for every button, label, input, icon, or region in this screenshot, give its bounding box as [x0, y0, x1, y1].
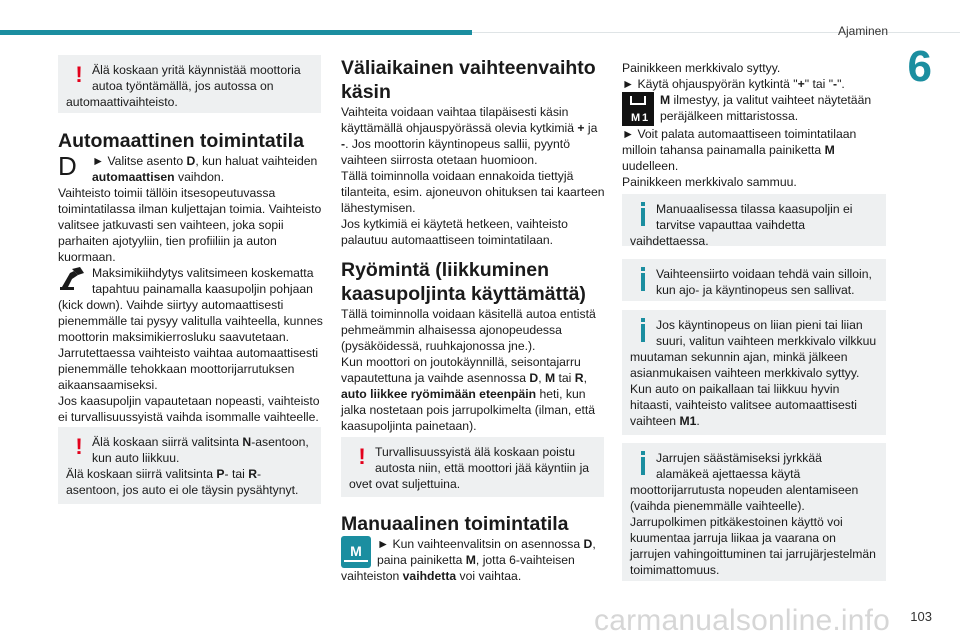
para-creep-detail: Kun moottori on joutokäynnillä, seisontajarru vapautettuna ja vaihde asennossa D, M tai R, auto liikkee ryömimään eteenpäin heti, kun jalka nostetaan pois jarrupolkimelta (ilman, että kaasupoljinta painetaan).: [341, 355, 596, 433]
info-icon: [630, 201, 656, 231]
warning-icon: !: [75, 434, 83, 459]
paddle-instruction: ► Käytä ohjauspyörän kytkintä "+" tai "-".: [622, 77, 845, 91]
creep-text: [341, 306, 605, 434]
display-gear-number: 1: [641, 112, 649, 124]
m-button-icon: [341, 536, 371, 568]
warning-leave-text: Turvallisuussyistä älä koskaan poistu autosta niin, että moottori jää käyntiin ja ovet ovat suljettuina.: [349, 445, 590, 491]
info-icon: [630, 317, 656, 347]
kickdown-block: [58, 265, 323, 345]
warning-icon: !: [75, 62, 83, 87]
section-heading-temporary-manual: Väliaikainen vaihteenvaihto käsin: [341, 57, 596, 103]
para-engine-braking: Jarrutettaessa vaihteisto vaihtaa automaattisesti pienemmälle tehokkaan moottorijarrutuksen aikaansaamiseksi.: [58, 346, 319, 392]
info-icon: [630, 266, 656, 296]
indicator-on-text: Painikkeen merkkivalo syttyy.: [622, 61, 781, 75]
gear-d-icon: D: [58, 151, 77, 181]
manual-mode-text: [341, 536, 605, 584]
info-speed-text: Vaihteensiirto voidaan tehdä vain silloin, kun ajo- ja käyntinopeus sen sallivat.: [656, 267, 872, 297]
header-accent-bar: [0, 30, 472, 35]
warning-box-push-start: [58, 55, 321, 113]
section-title: Ajaminen: [837, 24, 888, 38]
info-box-engine-braking: [622, 443, 886, 581]
m-button-letter: M: [350, 543, 362, 559]
chapter-number: 6: [907, 42, 932, 91]
para-creep-intro: Tällä toiminnolla voidaan käsitellä autoa entistä pehmeämmin alhaisessa ajonopeudessa (pysäköidessä, ruuhkajonossa jne.).: [341, 307, 596, 353]
gear-display-icon: [622, 92, 654, 126]
manual-mode-continued: [622, 60, 886, 190]
info-box-speed-limits: [622, 310, 886, 435]
display-text: M ilmestyy, ja valitut vaihteet näytetään peräjälkeen mittaristossa.: [660, 93, 872, 123]
manual-instruction: ► Kun vaihteenvalitsin on asennossa D, paina painiketta M, jotta 6-vaihteisen vaihteiston vaihdetta voi vaihtaa.: [341, 537, 596, 583]
para-throttle-release: Jos kaasupoljin vapautetaan nopeasti, vaihteisto ei turvallisuussyistä vaihda isommalle vaihteelle.: [58, 394, 320, 424]
info-box-speed-allowed: [622, 259, 886, 301]
page-number: 103: [910, 609, 932, 624]
info-icon: [630, 450, 656, 480]
display-block: [622, 92, 886, 124]
info-brake-heat-text: Jarrupolkimen pitkäkestoinen käyttö voi kuumentaa jarruja liikaa ja vaarana on jarrujen vahingoittuminen tai jarrujärjestelmän toimimattomuus.: [630, 515, 876, 577]
warning-box-leave-car: [341, 437, 604, 497]
return-auto-instruction: ► Voit palata automaattiseen toimintatilaan milloin tahansa painamalla painiketta M uudelleen.: [622, 127, 857, 173]
section-heading-creep: Ryömintä (liikkuminen kaasupoljinta käyttämättä): [341, 259, 586, 305]
warning-n-text: Älä koskaan siirrä valitsinta N-asentoon, kun auto liikkuu.: [92, 435, 309, 465]
para-anticipate: Tällä toiminnolla voidaan ennakoida tiettyjä tilanteita, esim. ajoneuvon ohituksen tai kaarteen lähestymisen.: [341, 169, 605, 215]
info-blink-text: Jos käyntinopeus on liian pieni tai liian suuri, valitun vaihteen merkkivalo vilkkuu muutaman sekunnin ajan, minkä jälkeen asianmukaisen vaihteen merkkivalo syttyy.: [630, 318, 877, 380]
para-paddles: Vaihteita voidaan vaihtaa tilapäisesti käsin käyttämällä ohjauspyörässä olevia kytkimiä + ja -. Jos moottorin käyntinopeus sallii, pyyntö vaihteen siirrosta otetaan huomioon.: [341, 105, 598, 167]
warning-icon: !: [358, 444, 366, 469]
temporary-manual-text: [341, 104, 605, 248]
kickdown-text: Maksimikiihdytys valitsimeen koskematta tapahtuu painamalla kaasupoljin pohjaan (kick down). Vaihde siirtyy automaattisesti pienemmälle tai pysyy valitulla vaihteella, kunnes moottorin maksimikierrosluku saavutetaan.: [58, 266, 323, 344]
warning-box-selector: [58, 427, 321, 504]
section-heading-manual: Manuaalinen toimintatila: [341, 513, 569, 535]
watermark: carmanualsonline.info: [594, 604, 891, 637]
info-no-release-text: Manuaalisessa tilassa kaasupoljin ei tarvitse vapauttaa vaihdetta vaihdettaessa.: [630, 202, 853, 248]
section-heading-automatic: Automaattinen toimintatila: [58, 130, 304, 152]
para-self-adaptive: Vaihteisto toimii tällöin itsesopeutuvassa toimintatilassa ilman kuljettajan toimia. Vaihteisto valitsee jatkuvasti sen vaihteen, joka sopii parhaiten ajotyyliin, tien profiiliin ja auton kuormaan.: [58, 186, 322, 264]
step-select-d: ► Valitse asento D, kun haluat vaihteiden automaattisen vaihdon.: [92, 154, 318, 184]
info-box-no-release: [622, 194, 886, 246]
warning-p-r-text: Älä koskaan siirrä valitsinta P- tai R-asentoon, jos auto ei ole täysin pysähtynyt.: [66, 467, 299, 497]
automatic-mode-text: [58, 153, 323, 425]
display-m-letter: M: [631, 112, 641, 124]
para-return-auto: Jos kytkimiä ei käytetä hetkeen, vaihteisto palautuu automaattiseen toimintatilaan.: [341, 217, 568, 247]
info-m1-text: Kun auto on paikallaan tai liikkuu hyvin hitaasti, vaihteisto valitsee automaattisesti vaihteen M1.: [630, 382, 857, 428]
indicator-off-text: Painikkeen merkkivalo sammuu.: [622, 175, 797, 189]
info-downhill-text: Jarrujen säästämiseksi jyrkkää alamäkeä ajettaessa käytä moottorijarrutusta nopeuden alentamiseen (vaihda pienemmälle vaihteelle).: [630, 451, 859, 513]
warning-text: Älä koskaan yritä käynnistää moottoria autoa työntämällä, jos autossa on automaattivaihteisto.: [66, 63, 301, 109]
pedal-foot-icon: [58, 265, 86, 295]
